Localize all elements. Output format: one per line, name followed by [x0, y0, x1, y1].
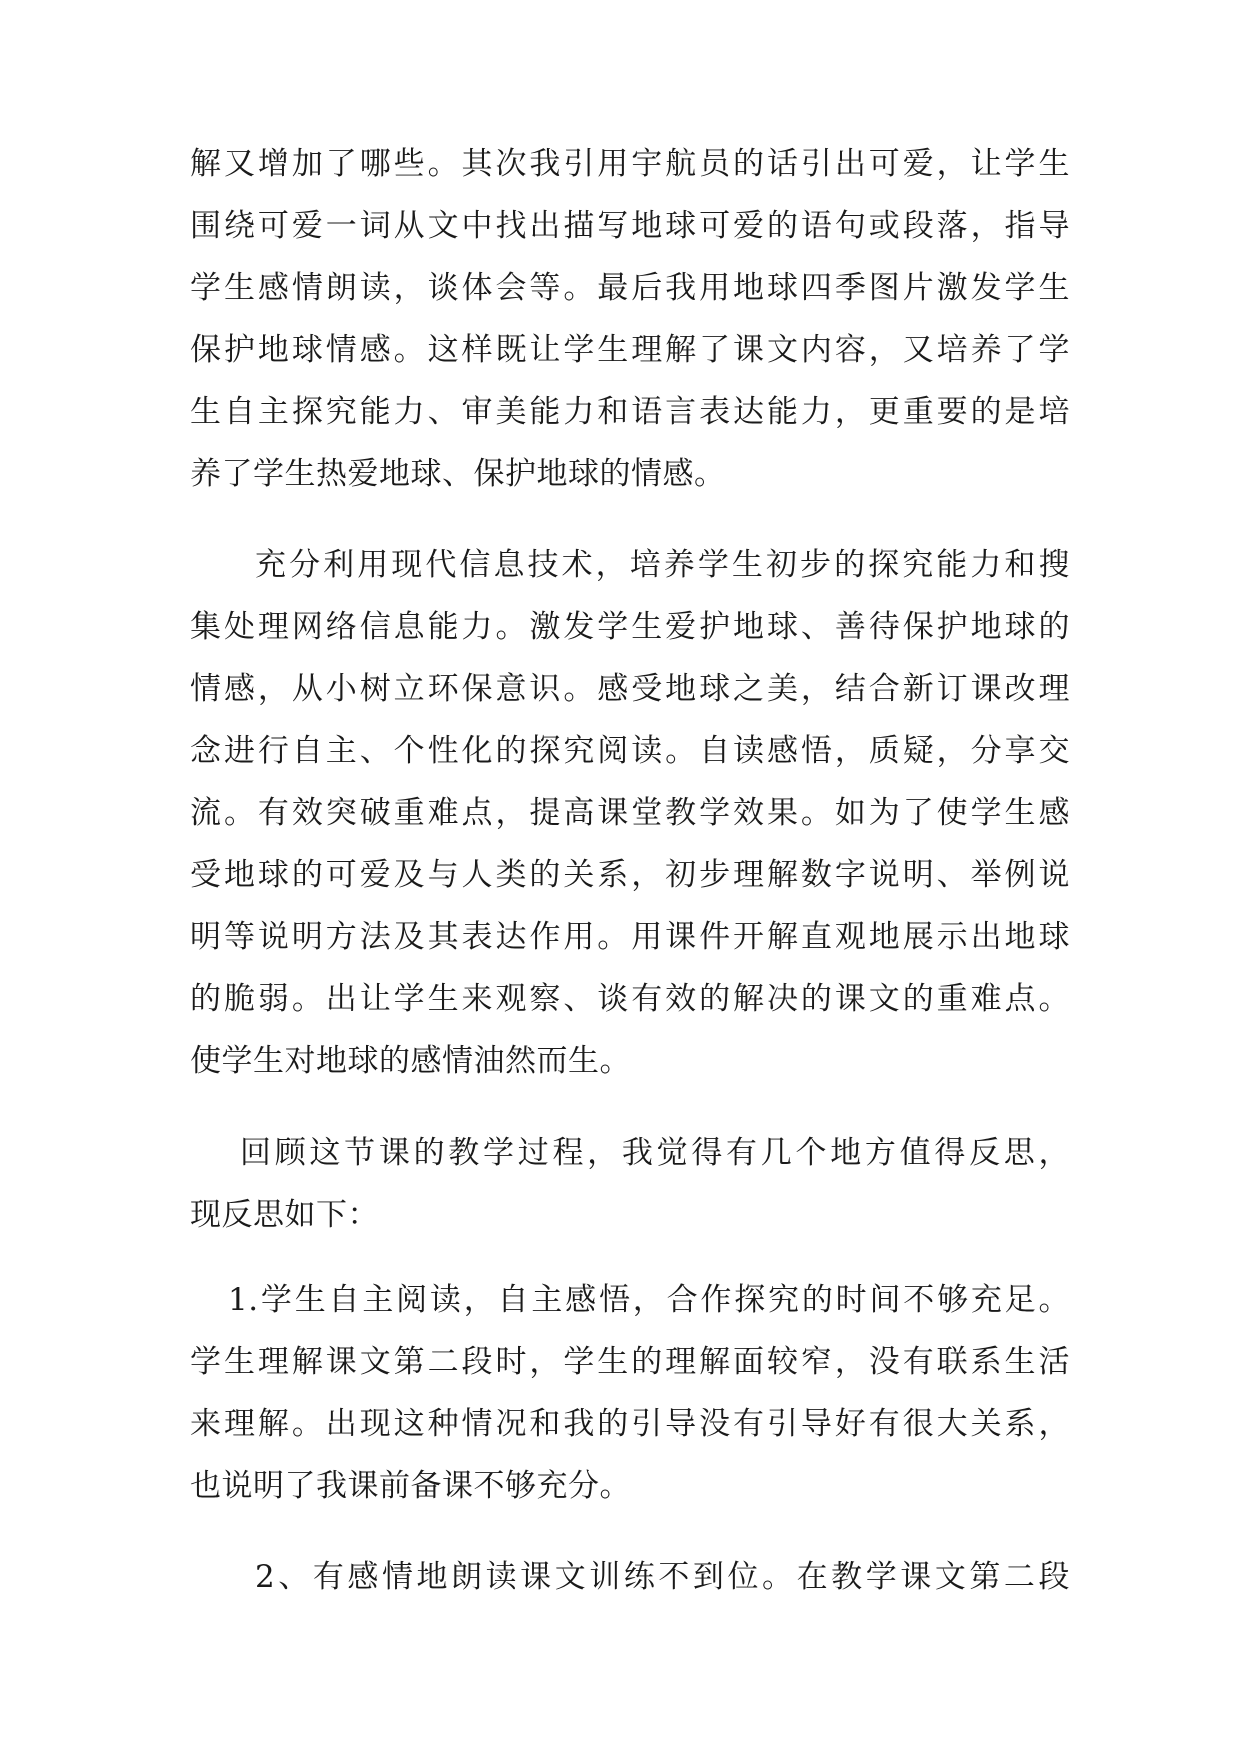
- text-line: 生自主探究能力、审美能力和语言表达能力，更重要的是培: [190, 394, 1070, 430]
- text-line: 回顾这节课的教学过程，我觉得有几个地方值得反思，: [240, 1135, 1070, 1171]
- text-line: 受地球的可爱及与人类的关系，初步理解数字说明、举例说: [190, 857, 1070, 893]
- text-line: 也说明了我课前备课不够充分。: [190, 1468, 631, 1504]
- text-line: 养了学生热爱地球、保护地球的情感。: [190, 456, 726, 492]
- text-line: 情感，从小树立环保意识。感受地球之美，结合新订课改理: [190, 671, 1070, 707]
- text-line: 学生感情朗读，谈体会等。最后我用地球四季图片激发学生: [190, 270, 1070, 306]
- text-line: 解又增加了哪些。其次我引用宇航员的话引出可爱，让学生: [190, 146, 1070, 182]
- text-line: 学生理解课文第二段时，学生的理解面较窄，没有联系生活: [190, 1344, 1070, 1380]
- text-line: 流。有效突破重难点，提高课堂教学效果。如为了使学生感: [190, 795, 1070, 831]
- text-line: 围绕可爱一词从文中找出描写地球可爱的语句或段落，指导: [190, 208, 1070, 244]
- text-line: 保护地球情感。这样既让学生理解了课文内容，又培养了学: [190, 332, 1070, 368]
- text-line: 集处理网络信息能力。激发学生爱护地球、善待保护地球的: [190, 609, 1070, 645]
- text-line: 充分利用现代信息技术，培养学生初步的探究能力和搜: [255, 547, 1070, 583]
- text-line: 念进行自主、个性化的探究阅读。自读感悟，质疑，分享交: [190, 733, 1070, 769]
- text-line: 1.学生自主阅读，自主感悟，合作探究的时间不够充足。: [228, 1282, 1070, 1318]
- text-line: 明等说明方法及其表达作用。用课件开解直观地展示出地球: [190, 919, 1070, 955]
- text-line: 现反思如下：: [190, 1197, 379, 1233]
- text-line: 的脆弱。出让学生来观察、谈有效的解决的课文的重难点。: [190, 981, 1070, 1017]
- text-line: 使学生对地球的感情油然而生。: [190, 1043, 631, 1079]
- text-line: 2、有感情地朗读课文训练不到位。在教学课文第二段: [255, 1559, 1070, 1595]
- text-line: 来理解。出现这种情况和我的引导没有引导好有很大关系，: [190, 1406, 1070, 1442]
